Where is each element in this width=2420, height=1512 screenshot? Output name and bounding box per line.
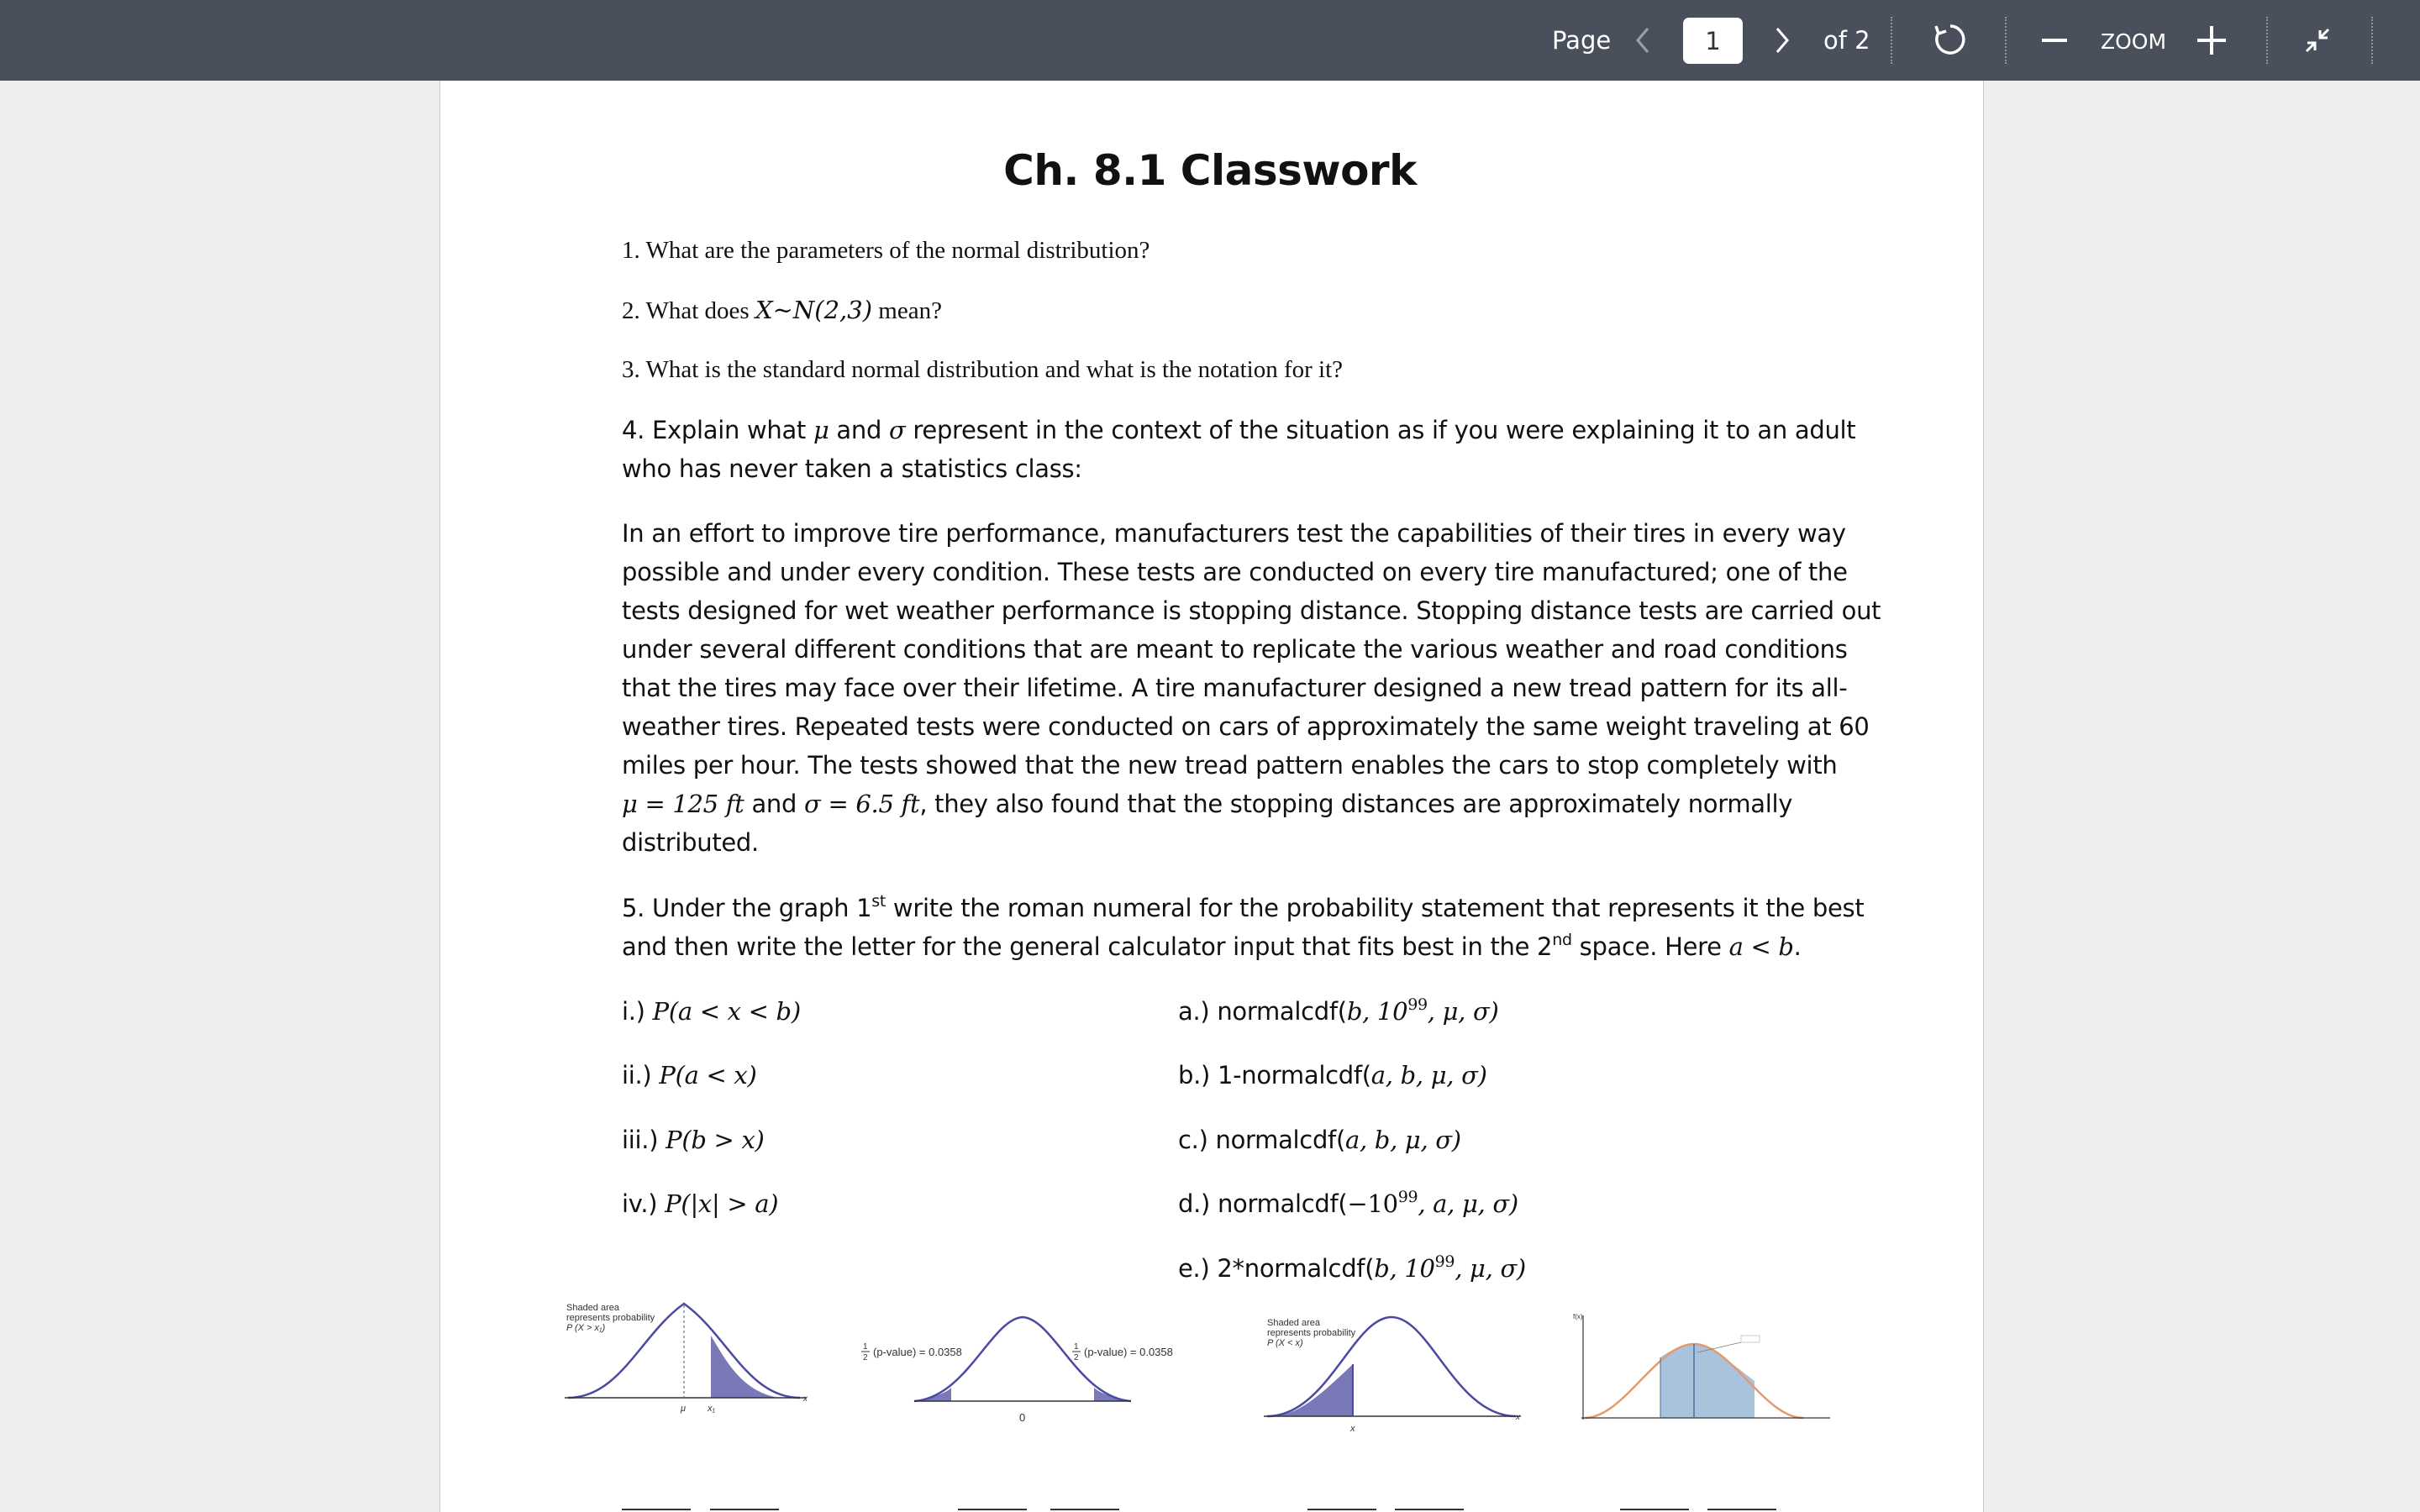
option-a: a.) normalcdf(b, $10^{99}$, μ, σ) [1178, 995, 1499, 1026]
toolbar-divider [2371, 17, 2373, 64]
question-5-line-2: and then write the letter for the general calculator input that fits best in the 2nd space. Here a < b. [622, 931, 1802, 961]
graph-right-tail [561, 1300, 813, 1418]
paragraph-line: In an effort to improve tire performance, manufacturers test the capabilities of their tires in every way [622, 519, 1846, 548]
question-2: 2. What does X~N(2,3) mean? [622, 296, 942, 324]
chevron-right-icon[interactable] [1773, 26, 1791, 55]
shaded-area [1660, 1344, 1754, 1418]
statement-ii: ii.) P(a < x) [622, 1061, 757, 1089]
paragraph-line: distributed. [622, 828, 759, 857]
option-c: c.) normalcdf(a, b, μ, σ) [1178, 1126, 1461, 1154]
exit-fullscreen-icon[interactable] [2302, 25, 2333, 55]
graph3-caption: represents probability [1267, 1328, 1356, 1338]
chevron-left-icon[interactable] [1634, 26, 1652, 55]
toolbar-divider [2266, 17, 2268, 64]
option-d: d.) $normalcdf(-10^{99}$, a, μ, σ) [1178, 1188, 1518, 1218]
left-pvalue-label: (p-value) = 0.0358 [873, 1346, 962, 1358]
graph3-caption: P (X < x) [1267, 1338, 1303, 1348]
right-pvalue-label: (p-value) = 0.0358 [1084, 1346, 1173, 1358]
answer-blank[interactable] [958, 1509, 1027, 1510]
viewer-toolbar [0, 0, 2420, 81]
answer-blank[interactable] [1307, 1509, 1376, 1510]
shaded-area [1267, 1364, 1353, 1416]
x-label: x [803, 1394, 808, 1404]
half-fraction: 1 [1074, 1342, 1079, 1352]
answer-blank[interactable] [622, 1509, 691, 1510]
question-4-line-2: who has never taken a statistics class: [622, 454, 1082, 483]
statement-iii: iii.) P(b > x) [622, 1126, 765, 1154]
graph1-caption: represents probability [566, 1313, 655, 1323]
graph3-caption: Shaded area [1267, 1318, 1320, 1328]
toolbar-divider [1891, 17, 1892, 64]
x-label: x [1350, 1424, 1355, 1434]
paragraph-line: tests designed for wet weather performance is stopping distance. Stopping distance tests are carried out [622, 596, 1881, 625]
answer-blank[interactable] [1050, 1509, 1119, 1510]
page-title: Ch. 8.1 Classwork [1003, 146, 1417, 195]
normal-curve [914, 1317, 1131, 1401]
page-count: of 2 [1823, 26, 1870, 55]
question-1: 1. What are the parameters of the normal distribution? [622, 237, 1150, 264]
answer-blank[interactable] [1707, 1509, 1776, 1510]
half-fraction: 1 [863, 1342, 868, 1352]
x-axis-label: x [1516, 1413, 1520, 1422]
paragraph-line: weather tires. Repeated tests were conducted on cars of approximately the same weight traveling at 60 [622, 712, 1870, 741]
graph1-caption: Shaded area [566, 1303, 619, 1313]
question-4: 4. Explain what μ and σ represent in the context of the situation as if you were explaining it to an adult [622, 416, 1856, 444]
paragraph-line: that the tires may face over their lifetime. A tire manufacturer designed a new tread pattern for its all- [622, 674, 1848, 702]
answer-blank[interactable] [710, 1509, 779, 1510]
statement-i: i.) P(a < x < b) [622, 997, 801, 1026]
graph1-caption: P (X > x₁) [566, 1323, 606, 1333]
paragraph-line: μ = 125 ft and σ = 6.5 ft, they also found that the stopping distances are approximately normally [622, 790, 1793, 818]
paragraph-line: possible and under every condition. These tests are conducted on every tire manufactured; one of the [622, 558, 1848, 586]
half-fraction: 2 [863, 1353, 868, 1362]
zoom-label: ZOOM [2101, 29, 2167, 54]
paragraph-line: miles per hour. The tests showed that the new tread pattern enables the cars to stop completely with [622, 751, 1838, 780]
half-fraction: 2 [1074, 1353, 1079, 1362]
zoom-in-icon[interactable] [2197, 26, 2226, 55]
answer-blank[interactable] [1620, 1509, 1689, 1510]
statement-iv: iv.) P(|x| > a) [622, 1189, 779, 1218]
y-label: f(x) [1573, 1313, 1583, 1320]
q2-math: X~N(2,3) [755, 296, 873, 324]
graph-between [1573, 1310, 1839, 1428]
option-b: b.) 1-normalcdf(a, b, μ, σ) [1178, 1061, 1487, 1089]
page-label: Page [1552, 26, 1612, 55]
rotate-icon[interactable] [1933, 22, 1968, 57]
toolbar-divider [2005, 17, 2007, 64]
option-e: e.) 2*normalcdf(b, $10^{99}$, μ, σ) [1178, 1252, 1526, 1283]
graph-two-tail [857, 1310, 1210, 1428]
question-5: 5. Under the graph 1st write the roman numeral for the probability statement that represents it the best [622, 892, 1865, 922]
x1-label: x₁ [708, 1404, 715, 1414]
zero-label: 0 [1019, 1411, 1026, 1424]
mu-label: μ [681, 1404, 687, 1414]
paragraph-line: under several different conditions that are meant to replicate the various weather and road conditions [622, 635, 1848, 664]
question-3: 3. What is the standard normal distribution and what is the notation for it? [622, 356, 1344, 383]
formula-snippet [1741, 1336, 1760, 1342]
page-number-input[interactable] [1683, 18, 1743, 64]
graph-left-tail [1260, 1312, 1538, 1438]
answer-blank[interactable] [1395, 1509, 1464, 1510]
zoom-out-icon[interactable] [2042, 39, 2067, 42]
